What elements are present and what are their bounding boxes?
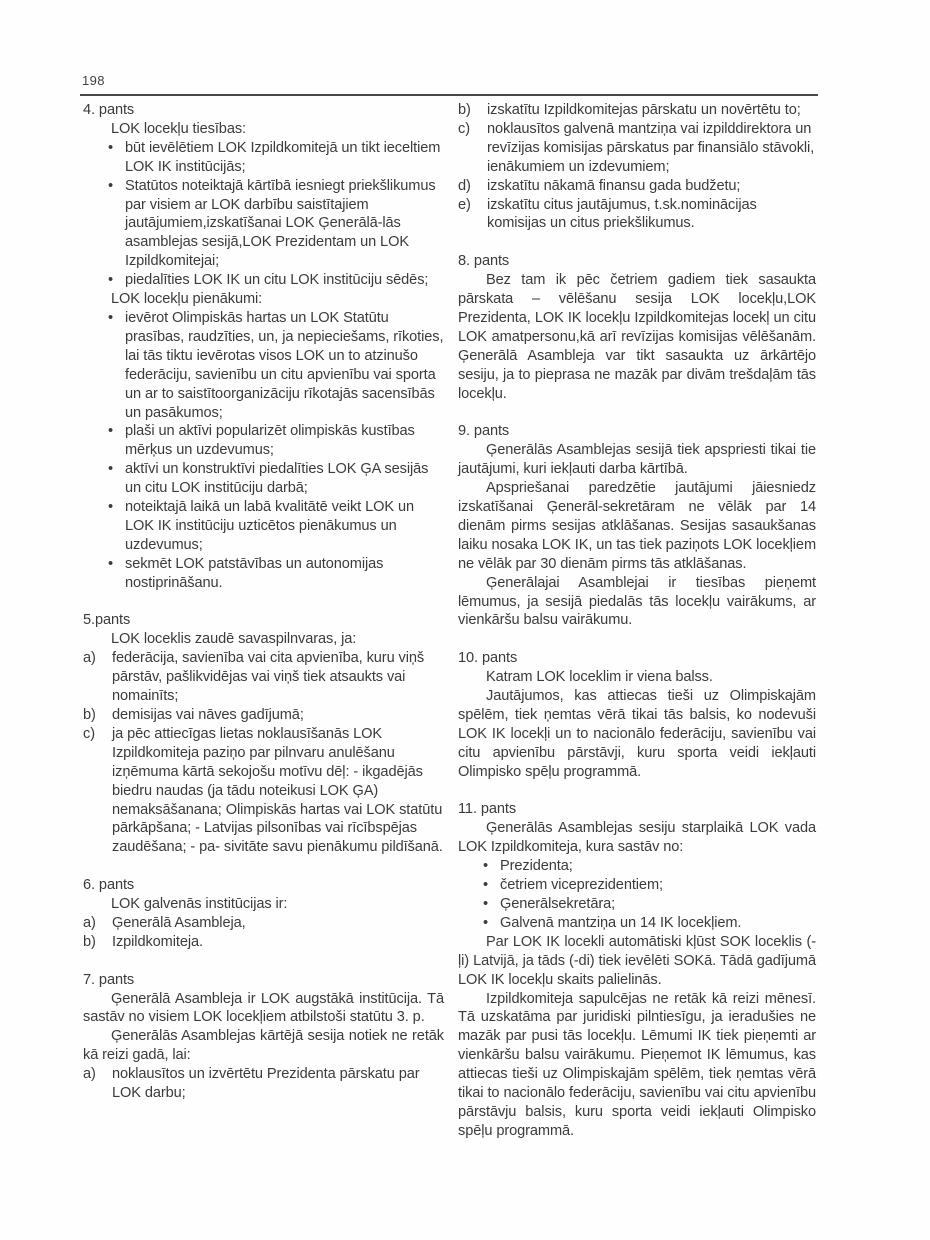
item-text: izskatītu Izpildkomitejas pārskatu un novērtētu to; [487, 102, 801, 118]
item-text: sekmēt LOK patstāvības un autonomijas nostiprināšanu. [125, 555, 384, 591]
paragraph: Katram LOK loceklim ir viena balss. [486, 669, 713, 686]
bullet-item [83, 177, 444, 272]
lettered-item [458, 120, 816, 177]
bullet-item [83, 139, 444, 177]
paragraph: Par LOK IK locekli automātiski kļūst SOK loceklis (-ļi) Latvijā, ja tāds (-di) tiek ievēlēti SOKā. Tādā gadījumā LOK IK locekļu skaits palielinās. [458, 933, 816, 988]
paragraph: LOK loceklis zaudē savaspilnvaras, ja: [111, 631, 357, 648]
item-text: aktīvi un konstruktīvi piedalīties LOK ĢA sesijās un citu LOK institūciju darbā; [125, 461, 429, 497]
item-marker: e) [458, 196, 471, 213]
bullet-marker: • [108, 272, 114, 289]
bullet-item [83, 309, 444, 422]
bullet-marker: • [483, 896, 489, 912]
text-columns [83, 101, 816, 1141]
paragraph: Izpildkomiteja sapulcējas ne retāk kā reizi mēnesī. Tā uzskatāma par juridiski pilntiesīgu, ja ieradušies ne mazāk par pusi tās locekļu. Lēmumi IK tiek pieņemti ar vienkāršu balsu vairākumu. Pieņemot IK lēmumus, kas attiecas tieši uz Olimpiskajām spēlēm, tiek ņemtas vērā tikai to nacionālo federāciju, savienību vai citu apvienību pārstāvju balsis, kuru sporta veidi iekļauti Olimpisko spēļu programmā. [458, 990, 816, 1139]
lettered-item [458, 177, 816, 196]
bullet-marker: • [483, 858, 489, 875]
item-marker: a) [83, 1066, 96, 1083]
paragraph: LOK galvenās institūcijas ir: [111, 896, 288, 913]
paragraph: Ģenerālā Asambleja ir LOK augstākā institūcija. Tā sastāv no visiem LOK locekļiem atbilstoši statūtu 3. p. [83, 990, 444, 1026]
bullet-marker: • [108, 309, 114, 326]
item-text: noklausītos un izvērtētu Prezidenta pārskatu par LOK darbu; [112, 1066, 420, 1102]
bullet-marker: • [108, 461, 114, 478]
item-marker: b) [83, 933, 96, 950]
bullet-item [458, 876, 816, 895]
item-marker: c) [458, 120, 470, 137]
bullet-marker: • [108, 177, 114, 194]
item-marker: a) [83, 914, 96, 931]
item-marker: a) [83, 650, 96, 667]
bullet-item [83, 422, 444, 460]
bullet-item [83, 460, 444, 498]
item-marker: b) [458, 102, 471, 118]
item-text: noteiktajā laikā un labā kvalitātē veikt LOK un LOK IK institūciju uzticētos pienākumus un uzdevumus; [125, 499, 414, 553]
lettered-item [83, 1065, 444, 1103]
item-marker: b) [83, 706, 96, 723]
paragraph: Apspriešanai paredzētie jautājumi jāiesniedz izskatīšanai Ģenerāl-sekretāram ne vēlāk par 14 dienām pirms sesijas atklāšanas. Sesijas sasaukšanas laiku nosaka LOK IK, un tas tiek paziņots LOK locekļiem ne vēlāk par 30 dienām pirms tās atklāšanas. [458, 480, 816, 572]
lettered-item [83, 914, 444, 933]
item-text: federācija, savienība vai cita apvienība, kuru viņš pārstāv, pašlikvidējas vai viņš tiek atsaukts vai nomainīts; [112, 650, 425, 705]
item-text: būt ievēlētiem LOK Izpildkomitejā un tikt ieceltiem LOK IK institūcijās; [125, 139, 441, 175]
item-marker: d) [458, 177, 471, 194]
bullet-marker: • [108, 499, 114, 516]
item-text: četriem viceprezidentiem; [500, 877, 663, 894]
item-text: ievērot Olimpiskās hartas un LOK Statūtu prasības, raudzīties, un, ja nepieciešams, rīkoties, lai tās tiktu ievērotas visos LOK un to atzinušo federāciju, savienību un citu apvienību vai sporta un ar to saistītoorganizāciju rīkotajās sacensībās un pasākumos; [125, 309, 444, 421]
lettered-item [83, 649, 444, 706]
item-text: Izpildkomiteja. [112, 933, 203, 950]
page-number: 198 [82, 73, 105, 88]
bullet-marker: • [108, 139, 114, 156]
bullet-item [458, 857, 816, 876]
article-heading: 6. pants [83, 877, 135, 894]
bullet-marker: • [108, 555, 114, 572]
item-text: Prezidenta; [500, 858, 573, 875]
bullet-item [458, 895, 816, 914]
article-heading: 5.pants [83, 612, 131, 629]
lettered-item [83, 706, 444, 725]
lettered-item [83, 933, 444, 952]
item-text: plaši un aktīvi popularizēt olimpiskās kustības mērķus un uzdevumus; [125, 423, 415, 459]
item-text: Galvenā mantziņa un 14 IK locekļiem. [500, 914, 742, 931]
bullet-item [458, 914, 816, 933]
paragraph: LOK locekļu tiesības: [111, 120, 246, 137]
article-heading: 4. pants [83, 102, 135, 118]
bullet-item [83, 498, 444, 555]
header-rule [80, 94, 818, 96]
item-text: Ģenerālsekretāra; [500, 896, 616, 912]
article-heading: 8. pants [458, 253, 510, 270]
paragraph: LOK locekļu pienākumi: [111, 291, 263, 308]
article-heading: 7. pants [83, 971, 135, 988]
item-text: demisijas vai nāves gadījumā; [112, 706, 304, 723]
lettered-item [83, 725, 444, 857]
article-heading: 11. pants [458, 801, 517, 818]
article-heading: 9. pants [458, 423, 510, 440]
item-text: noklausītos galvenā mantziņa vai izpilddirektora un revīzijas komisijas pārskatus par finansiālo stāvokli, ienākumiem un izdevumiem; [487, 120, 815, 175]
lettered-item [458, 101, 816, 120]
paragraph: Ģenerālās Asamblejas sesiju starplaikā LOK vada LOK Izpildkomiteja, kura sastāv no: [458, 820, 816, 856]
paragraph: Ģenerālās Asamblejas sesijā tiek apspriesti tikai tie jautājumi, kuri iekļauti darba kārtībā. [458, 442, 816, 478]
column-left [83, 101, 444, 1141]
paragraph: Bez tam ik pēc četriem gadiem tiek sasaukta pārskata – vēlēšanu sesija LOK locekļu,LOK Prezidenta, LOK IK locekļu Izpildkomitejas locekļ un citu LOK amatpersonu,kā arī revīzijas komisijas vēlēšanām. Ģenerālā Asambleja var tikt sasaukta uz ārkārtējo sesiju, ja to pieprasa ne mazāk par divām trešdaļām tās locekļu. [458, 272, 816, 402]
item-text: izskatītu citus jautājumus, t.sk.nominācijas komisijas un citus priekšlikumus. [487, 196, 757, 232]
bullet-item [83, 271, 444, 290]
item-text: ja pēc attiecīgas lietas noklausīšanās LOK Izpildkomiteja paziņo par pilnvaru anulēšanu izņēmuma kārtā sekojošu motīvu dēļ: - ikgadējās biedru naudas (ja tādu noteikusi LOK ĢA) nemaksāšanana; Olimpiskās hartas vai LOK statūtu pārkāpšana; - Latvijas pilsonības vai rīcībspējas zaudēšana; - pa- sivitāte savu pienākumu pildīšanā. [112, 725, 443, 856]
item-text: Statūtos noteiktajā kārtībā iesniegt priekšlikumus par visiem ar LOK darbību saistītajiem jautājumiem,izskatīšanai LOK Ģenerālā-lās asamblejas sesijā,LOK Prezidentam un LOK Izpildkomitejai; [125, 177, 436, 270]
bullet-marker: • [483, 877, 489, 894]
item-text: Ģenerālā Asambleja, [112, 914, 246, 931]
paragraph: Ģenerālajai Asamblejai ir tiesības pieņemt lēmumus, ja sesijā piedalās tās locekļu vairākums, ar vienkāršu balsu vairākumu. [458, 574, 816, 629]
article-heading: 10. pants [458, 650, 518, 667]
bullet-marker: • [108, 423, 114, 440]
column-right [458, 101, 816, 1141]
bullet-item [83, 555, 444, 593]
lettered-item [458, 196, 816, 234]
paragraph: Jautājumos, kas attiecas tieši uz Olimpiskajām spēlēm, tiek ņemtas vērā tikai tās balsis, ko nodevuši LOK IK locekļi un to nacionālo federāciju, savienību vai citu apvienību pārstāvji, kuru sporta veidi iekļauti Olimpisko spēļu programmā. [458, 688, 816, 780]
item-marker: c) [83, 725, 95, 742]
bullet-marker: • [483, 914, 489, 931]
paragraph: Ģenerālās Asamblejas kārtējā sesija notiek ne retāk kā reizi gadā, lai: [83, 1028, 444, 1064]
item-text: izskatītu nākamā finansu gada budžetu; [487, 177, 741, 194]
item-text: piedalīties LOK IK un citu LOK institūciju sēdēs; [125, 272, 429, 289]
